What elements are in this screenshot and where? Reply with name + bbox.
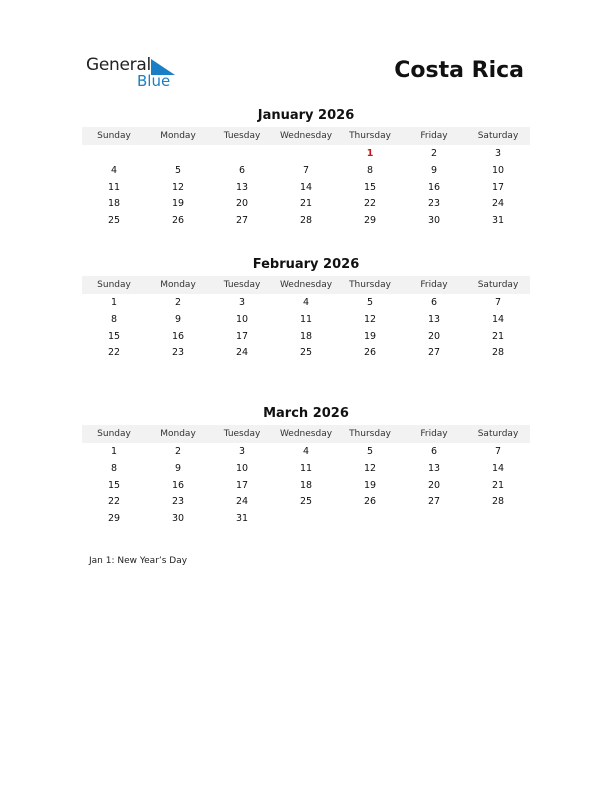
day-cell: 30 <box>171 513 185 525</box>
month-title: February 2026 <box>252 257 360 272</box>
day-cell: 20 <box>427 330 441 342</box>
day-cell: 29 <box>107 513 121 525</box>
day-cell: 14 <box>491 462 505 474</box>
day-cell: 12 <box>363 462 377 474</box>
day-cell: 2 <box>430 148 438 159</box>
day-cell: 21 <box>491 479 505 491</box>
brand-name-general: General <box>86 55 151 75</box>
day-cell: 10 <box>235 462 249 474</box>
day-cell: 27 <box>427 347 441 359</box>
day-cell: 24 <box>235 347 249 359</box>
holiday-note: Jan 1: New Year’s Day <box>89 556 188 566</box>
weekday-header <box>82 425 530 443</box>
day-cell: 10 <box>235 313 249 325</box>
day-cell: 2 <box>174 446 182 457</box>
weekday-label: Sunday <box>97 429 131 439</box>
weekday-label: Saturday <box>477 280 519 290</box>
day-cell: 9 <box>174 313 182 325</box>
weekday-label: Tuesday <box>223 280 261 290</box>
weekday-header <box>82 127 530 145</box>
day-cell: 15 <box>363 181 377 193</box>
weekday-label: Saturday <box>477 429 519 439</box>
day-cell: 12 <box>171 181 185 193</box>
day-cell: 22 <box>107 496 121 508</box>
day-cell: 25 <box>107 215 121 227</box>
empty-cell <box>82 146 146 163</box>
day-cell: 31 <box>491 215 505 227</box>
day-cell: 6 <box>238 164 246 176</box>
weekday-label: Friday <box>420 280 448 290</box>
holiday-notes <box>89 556 187 566</box>
day-cell: 7 <box>494 297 502 308</box>
weekday-label: Wednesday <box>279 280 333 290</box>
day-cell: 16 <box>171 330 185 342</box>
weekday-header <box>82 276 530 294</box>
day-cell: 23 <box>171 347 185 359</box>
day-cell: 8 <box>110 313 118 325</box>
empty-cell <box>274 146 338 163</box>
weekday-label: Monday <box>160 280 196 290</box>
day-cell: 3 <box>238 446 246 457</box>
day-cell: 1 <box>110 297 118 308</box>
day-cell: 21 <box>299 198 313 210</box>
day-cell: 17 <box>491 181 505 193</box>
weekday-label: Thursday <box>349 280 391 290</box>
month-block <box>82 405 530 528</box>
day-cell: 19 <box>363 479 377 491</box>
brand-name-blue: Blue <box>137 72 171 90</box>
weekday-label: Tuesday <box>223 429 261 439</box>
day-cell: 9 <box>430 164 438 176</box>
day-cell: 15 <box>107 330 121 342</box>
day-cell: 7 <box>494 446 502 457</box>
weekday-label: Monday <box>160 429 196 439</box>
day-grid <box>82 146 530 230</box>
day-cell: 23 <box>427 198 441 210</box>
day-cell: 31 <box>235 513 249 525</box>
day-cell: 3 <box>238 297 246 308</box>
day-cell: 20 <box>427 479 441 491</box>
day-cell: 10 <box>491 164 505 176</box>
empty-cell <box>210 146 274 163</box>
day-cell: 6 <box>430 297 438 308</box>
weekday-label: Saturday <box>477 131 519 141</box>
day-cell: 8 <box>110 462 118 474</box>
day-grid <box>82 295 530 362</box>
month-title: January 2026 <box>257 108 355 123</box>
day-cell: 14 <box>491 313 505 325</box>
day-cell: 4 <box>110 164 118 176</box>
day-cell: 15 <box>107 479 121 491</box>
day-cell: 7 <box>302 164 310 176</box>
holiday-day-cell: 1 <box>366 148 374 159</box>
day-cell: 11 <box>107 181 121 193</box>
day-cell: 8 <box>366 164 374 176</box>
month-block <box>82 256 530 362</box>
day-cell: 12 <box>363 313 377 325</box>
day-cell: 18 <box>107 198 121 210</box>
weekday-label: Wednesday <box>279 131 333 141</box>
weekday-label: Thursday <box>349 131 391 141</box>
day-cell: 23 <box>171 496 185 508</box>
day-cell: 28 <box>491 347 505 359</box>
day-cell: 26 <box>363 347 377 359</box>
day-cell: 24 <box>491 198 505 210</box>
day-cell: 4 <box>302 446 310 457</box>
day-cell: 28 <box>491 496 505 508</box>
day-cell: 13 <box>427 462 441 474</box>
day-cell: 19 <box>363 330 377 342</box>
weekday-label: Sunday <box>97 131 131 141</box>
day-cell: 5 <box>366 446 374 457</box>
weekday-label: Wednesday <box>279 429 333 439</box>
day-grid <box>82 444 530 528</box>
day-cell: 25 <box>299 496 313 508</box>
day-cell: 13 <box>235 181 249 193</box>
country-title: Costa Rica <box>394 58 524 83</box>
day-cell: 9 <box>174 462 182 474</box>
day-cell: 26 <box>171 215 185 227</box>
day-cell: 22 <box>107 347 121 359</box>
day-cell: 11 <box>299 462 313 474</box>
day-cell: 30 <box>427 215 441 227</box>
day-cell: 20 <box>235 198 249 210</box>
day-cell: 24 <box>235 496 249 508</box>
weekday-label: Friday <box>420 429 448 439</box>
day-cell: 18 <box>299 330 313 342</box>
day-cell: 1 <box>110 446 118 457</box>
brand-logo <box>86 55 196 95</box>
weekday-label: Sunday <box>97 280 131 290</box>
day-cell: 27 <box>235 215 249 227</box>
weekday-label: Friday <box>420 131 448 141</box>
day-cell: 11 <box>299 313 313 325</box>
day-cell: 2 <box>174 297 182 308</box>
day-cell: 16 <box>427 181 441 193</box>
day-cell: 17 <box>235 479 249 491</box>
day-cell: 27 <box>427 496 441 508</box>
day-cell: 14 <box>299 181 313 193</box>
day-cell: 16 <box>171 479 185 491</box>
day-cell: 19 <box>171 198 185 210</box>
day-cell: 5 <box>174 164 182 176</box>
day-cell: 18 <box>299 479 313 491</box>
month-block <box>82 107 530 230</box>
day-cell: 29 <box>363 215 377 227</box>
month-title: March 2026 <box>263 406 349 421</box>
weekday-label: Monday <box>160 131 196 141</box>
day-cell: 22 <box>363 198 377 210</box>
day-cell: 28 <box>299 215 313 227</box>
day-cell: 21 <box>491 330 505 342</box>
day-cell: 13 <box>427 313 441 325</box>
day-cell: 25 <box>299 347 313 359</box>
weekday-label: Thursday <box>349 429 391 439</box>
day-cell: 5 <box>366 297 374 308</box>
day-cell: 17 <box>235 330 249 342</box>
day-cell: 4 <box>302 297 310 308</box>
day-cell: 6 <box>430 446 438 457</box>
day-cell: 26 <box>363 496 377 508</box>
empty-cell <box>146 146 210 163</box>
weekday-label: Tuesday <box>223 131 261 141</box>
day-cell: 3 <box>494 148 502 159</box>
